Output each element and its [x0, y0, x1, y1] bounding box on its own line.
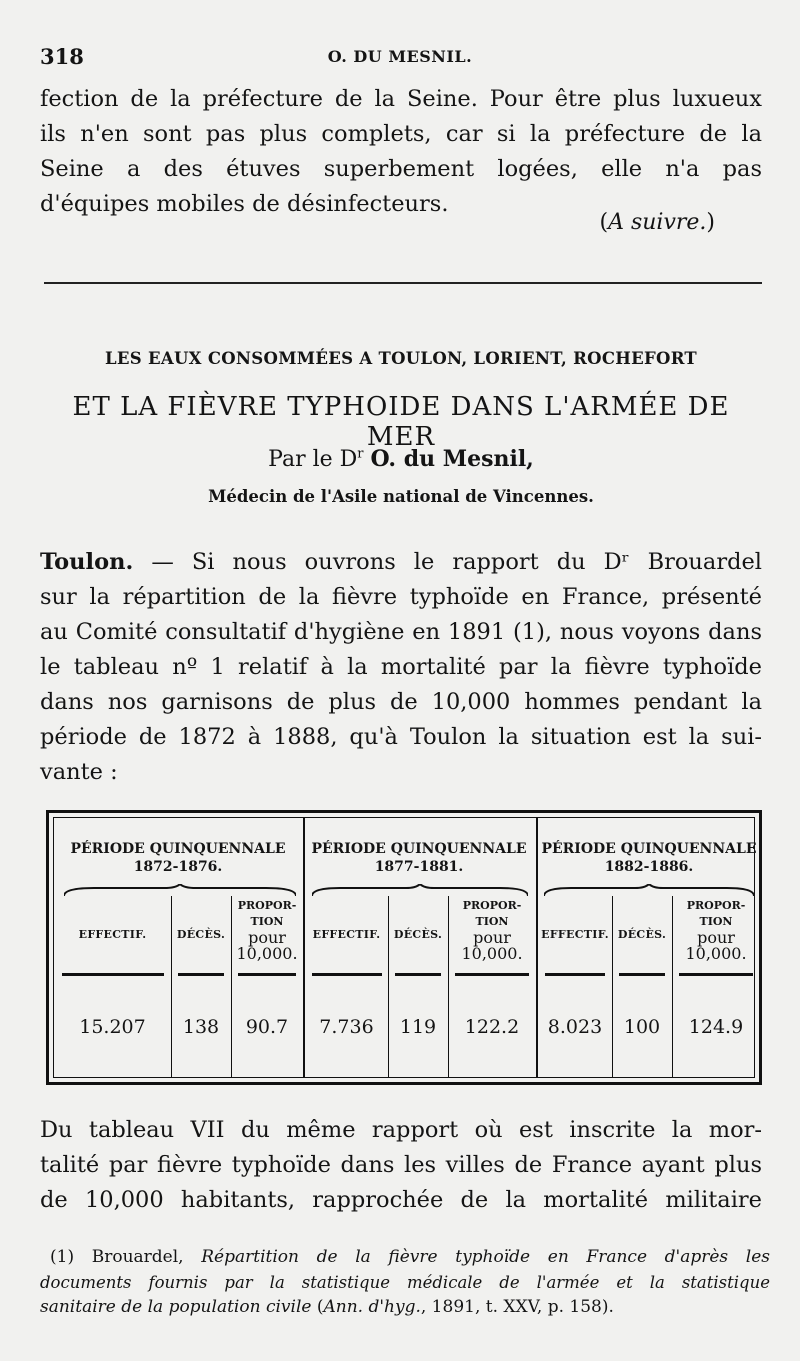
period-header-2: PÉRIODE QUINQUENNALE 1877-1881.: [311, 841, 527, 875]
text-line: vante :: [40, 759, 118, 785]
col-effectif: EFFECTIF.: [312, 928, 381, 941]
brace-2: [312, 884, 528, 898]
section-rule: [44, 282, 762, 284]
text-line: de 10,000 habitants, rapprochée de la mortalité militaire: [40, 1187, 762, 1213]
footnote-line: (1) Brouardel, Répartition de la fièvre typhoïde en France d'après les: [50, 1247, 770, 1267]
to-be-continued: (A suivre.): [599, 210, 715, 235]
col-effectif: EFFECTIF.: [541, 928, 609, 941]
col-proportion: PROPOR- TION pour 10,000.: [685, 899, 747, 963]
article-title: ET LA FIÈVRE TYPHOIDE DANS L'ARMÉE DE MER: [72, 392, 730, 452]
header-underline: [455, 973, 529, 976]
header-underline: [62, 973, 164, 976]
cell-effectif: 15.207: [79, 1016, 146, 1038]
header-underline: [679, 973, 753, 976]
cell-proportion: 124.9: [688, 1016, 744, 1038]
header-underline: [178, 973, 224, 976]
header-underline: [619, 973, 665, 976]
text-line: Du tableau VII du même rapport où est inscrite la mor-: [40, 1117, 762, 1143]
period-header-1: PÉRIODE QUINQUENNALE 1872-1876.: [70, 841, 286, 875]
column-divider: [171, 896, 172, 1077]
brace-3: [544, 884, 754, 898]
cell-deces: 119: [399, 1016, 437, 1038]
text-line: sur la répartition de la fièvre typhoïde en France, présenté: [40, 584, 762, 610]
cell-proportion: 90.7: [245, 1016, 289, 1038]
header-underline: [312, 973, 382, 976]
text-line: période de 1872 à 1888, qu'à Toulon la situation est la sui-: [40, 724, 762, 750]
column-divider: [388, 896, 389, 1077]
text-line: Toulon. — Si nous ouvrons le rapport du Dʳ Brouardel: [40, 549, 762, 575]
cell-proportion: 122.2: [464, 1016, 520, 1038]
page-header: [40, 44, 760, 74]
footnote-line: sanitaire de la population civile (Ann. d'hyg., 1891, t. XXV, p. 158).: [40, 1297, 614, 1317]
header-underline: [395, 973, 441, 976]
column-divider: [612, 896, 613, 1077]
brace-1: [64, 884, 296, 898]
text-line: le tableau nº 1 relatif à la mortalité par la fièvre typhoïde: [40, 654, 762, 680]
mortality-table: [46, 810, 762, 1085]
period-divider: [536, 818, 538, 1077]
text-line: d'équipes mobiles de désinfecteurs.: [40, 191, 449, 217]
lead-word: Toulon.: [40, 549, 134, 575]
text-line: fection de la préfecture de la Seine. Pour être plus luxueux: [40, 86, 762, 112]
col-deces: DÉCÈS.: [393, 928, 443, 941]
page-number: 318: [40, 44, 84, 69]
text-line: ils n'en sont pas plus complets, car si la préfecture de la: [40, 121, 762, 147]
header-underline: [238, 973, 296, 976]
cell-effectif: 7.736: [319, 1016, 374, 1038]
col-deces: DÉCÈS.: [617, 928, 667, 941]
cell-effectif: 8.023: [547, 1016, 603, 1038]
running-title: O. DU MESNIL.: [327, 47, 473, 66]
col-deces: DÉCÈS.: [176, 928, 226, 941]
col-proportion: PROPOR- TION pour 10,000.: [461, 899, 523, 963]
cell-deces: 138: [182, 1016, 220, 1038]
text-line: dans nos garnisons de plus de 10,000 hommes pendant la: [40, 689, 762, 715]
article-byline: Par le $D^r$ O. du Mesnil,: [268, 446, 534, 472]
table-frame: [53, 817, 755, 1078]
footnote: [40, 1245, 770, 1320]
col-proportion: PROPOR- TION pour 10,000.: [236, 899, 298, 963]
text-line: Seine a des étuves superbement logées, elle n'a pas: [40, 156, 762, 182]
header-underline: [545, 973, 605, 976]
text-line: au Comité consultatif d'hygiène en 1891 (1), nous voyons dans: [40, 619, 762, 645]
col-effectif: EFFECTIF.: [78, 928, 147, 941]
intro-paragraph: [40, 545, 762, 790]
period-divider: [303, 818, 305, 1077]
text-line: talité par fièvre typhoïde dans les villes de France ayant plus: [40, 1152, 762, 1178]
footnote-line: documents fournis par la statistique médicale de l'armée et la statistique: [40, 1273, 770, 1292]
period-header-3: PÉRIODE QUINQUENNALE 1882-1886.: [541, 841, 757, 875]
article-kicker: LES EAUX CONSOMMÉES A TOULON, LORIENT, ROCHEFORT: [104, 349, 698, 368]
continuation-paragraph: [40, 82, 762, 222]
cell-deces: 100: [623, 1016, 661, 1038]
after-table-paragraph: [40, 1113, 762, 1218]
author-affiliation: Médecin de l'Asile national de Vincennes.: [208, 487, 594, 506]
